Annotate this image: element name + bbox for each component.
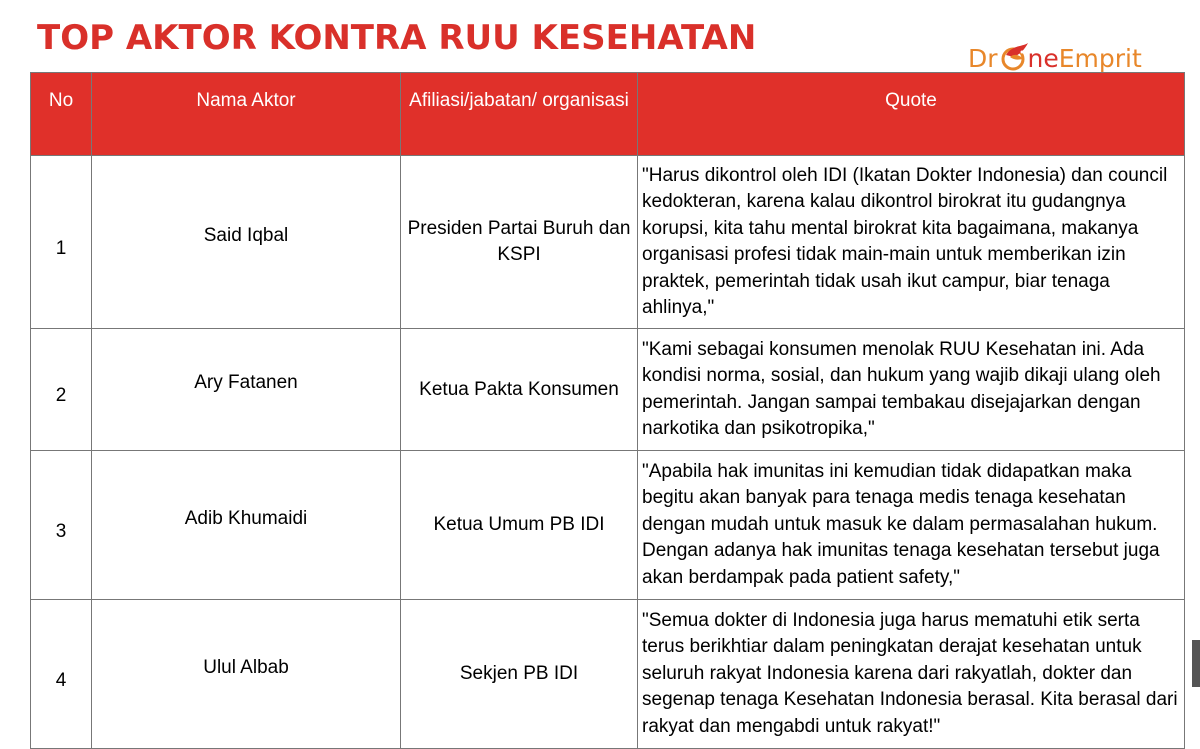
row-number: 4 xyxy=(31,600,92,749)
actors-table xyxy=(30,72,1185,749)
logo-text-part1: Dr xyxy=(968,43,998,73)
drone-bird-icon xyxy=(996,43,1030,73)
actor-name: Said Iqbal xyxy=(92,156,401,329)
actor-quote: "Harus dikontrol oleh IDI (Ikatan Dokter Indonesia) dan council kedokteran, karena kalau dikontrol birokrat itu gudangnya korupsi, kita tahu mental birokrat kita bagaimana, makanya organisasi profesi tidak main-main untuk memberikan izin praktek, pemerintah tidak usah ikut campur, biar tenaga ahlinya," xyxy=(638,156,1185,329)
actor-affiliation: Presiden Partai Buruh dan KSPI xyxy=(401,156,638,329)
actor-name: Adib Khumaidi xyxy=(92,451,401,600)
header-no: No xyxy=(31,73,92,156)
table-header-row xyxy=(31,73,1185,156)
row-number: 2 xyxy=(31,329,92,451)
actor-affiliation: Sekjen PB IDI xyxy=(401,600,638,749)
table-row xyxy=(31,329,1185,451)
actor-quote: "Semua dokter di Indonesia juga harus mematuhi etik serta terus berikhtiar dalam peningkatan derajat kesehatan untuk seluruh rakyat Indonesia karena dari rakyatlah, dokter dan segenap tenaga Kesehatan Indonesia berasal. Kita berasal dari rakyat dan mengabdi untuk rakyat!" xyxy=(638,600,1185,749)
table-row xyxy=(31,156,1185,329)
table-row xyxy=(31,451,1185,600)
actor-affiliation: Ketua Pakta Konsumen xyxy=(401,329,638,451)
actor-quote: "Apabila hak imunitas ini kemudian tidak didapatkan maka begitu akan banyak para tenaga medis tenaga kesehatan dengan mudah untuk masuk ke dalam permasalahan hukum. Dengan adanya hak imunitas tenaga kesehatan tersebut juga akan berdampak pada patient safety," xyxy=(638,451,1185,600)
header-name: Nama Aktor xyxy=(92,73,401,156)
logo-text-part3: Emprit xyxy=(1058,43,1142,73)
slide-edge-marker xyxy=(1192,640,1200,687)
actor-name: Ary Fatanen xyxy=(92,329,401,451)
table-row xyxy=(31,600,1185,749)
actor-quote: "Kami sebagai konsumen menolak RUU Kesehatan ini. Ada kondisi norma, sosial, dan hukum yang wajib dikaji ulang oleh pemerintah. Jangan sampai tembakau disejajarkan dengan narkotika dan psikotropika," xyxy=(638,329,1185,451)
logo-text-part2: ne xyxy=(1027,43,1059,73)
row-number: 1 xyxy=(31,156,92,329)
actor-name: Ulul Albab xyxy=(92,600,401,749)
actor-affiliation: Ketua Umum PB IDI xyxy=(401,451,638,600)
header-affiliation: Afiliasi/jabatan/ organisasi xyxy=(401,73,638,156)
header-quote: Quote xyxy=(638,73,1185,156)
row-number: 3 xyxy=(31,451,92,600)
page-title: TOP AKTOR KONTRA RUU KESEHATAN xyxy=(37,18,757,58)
